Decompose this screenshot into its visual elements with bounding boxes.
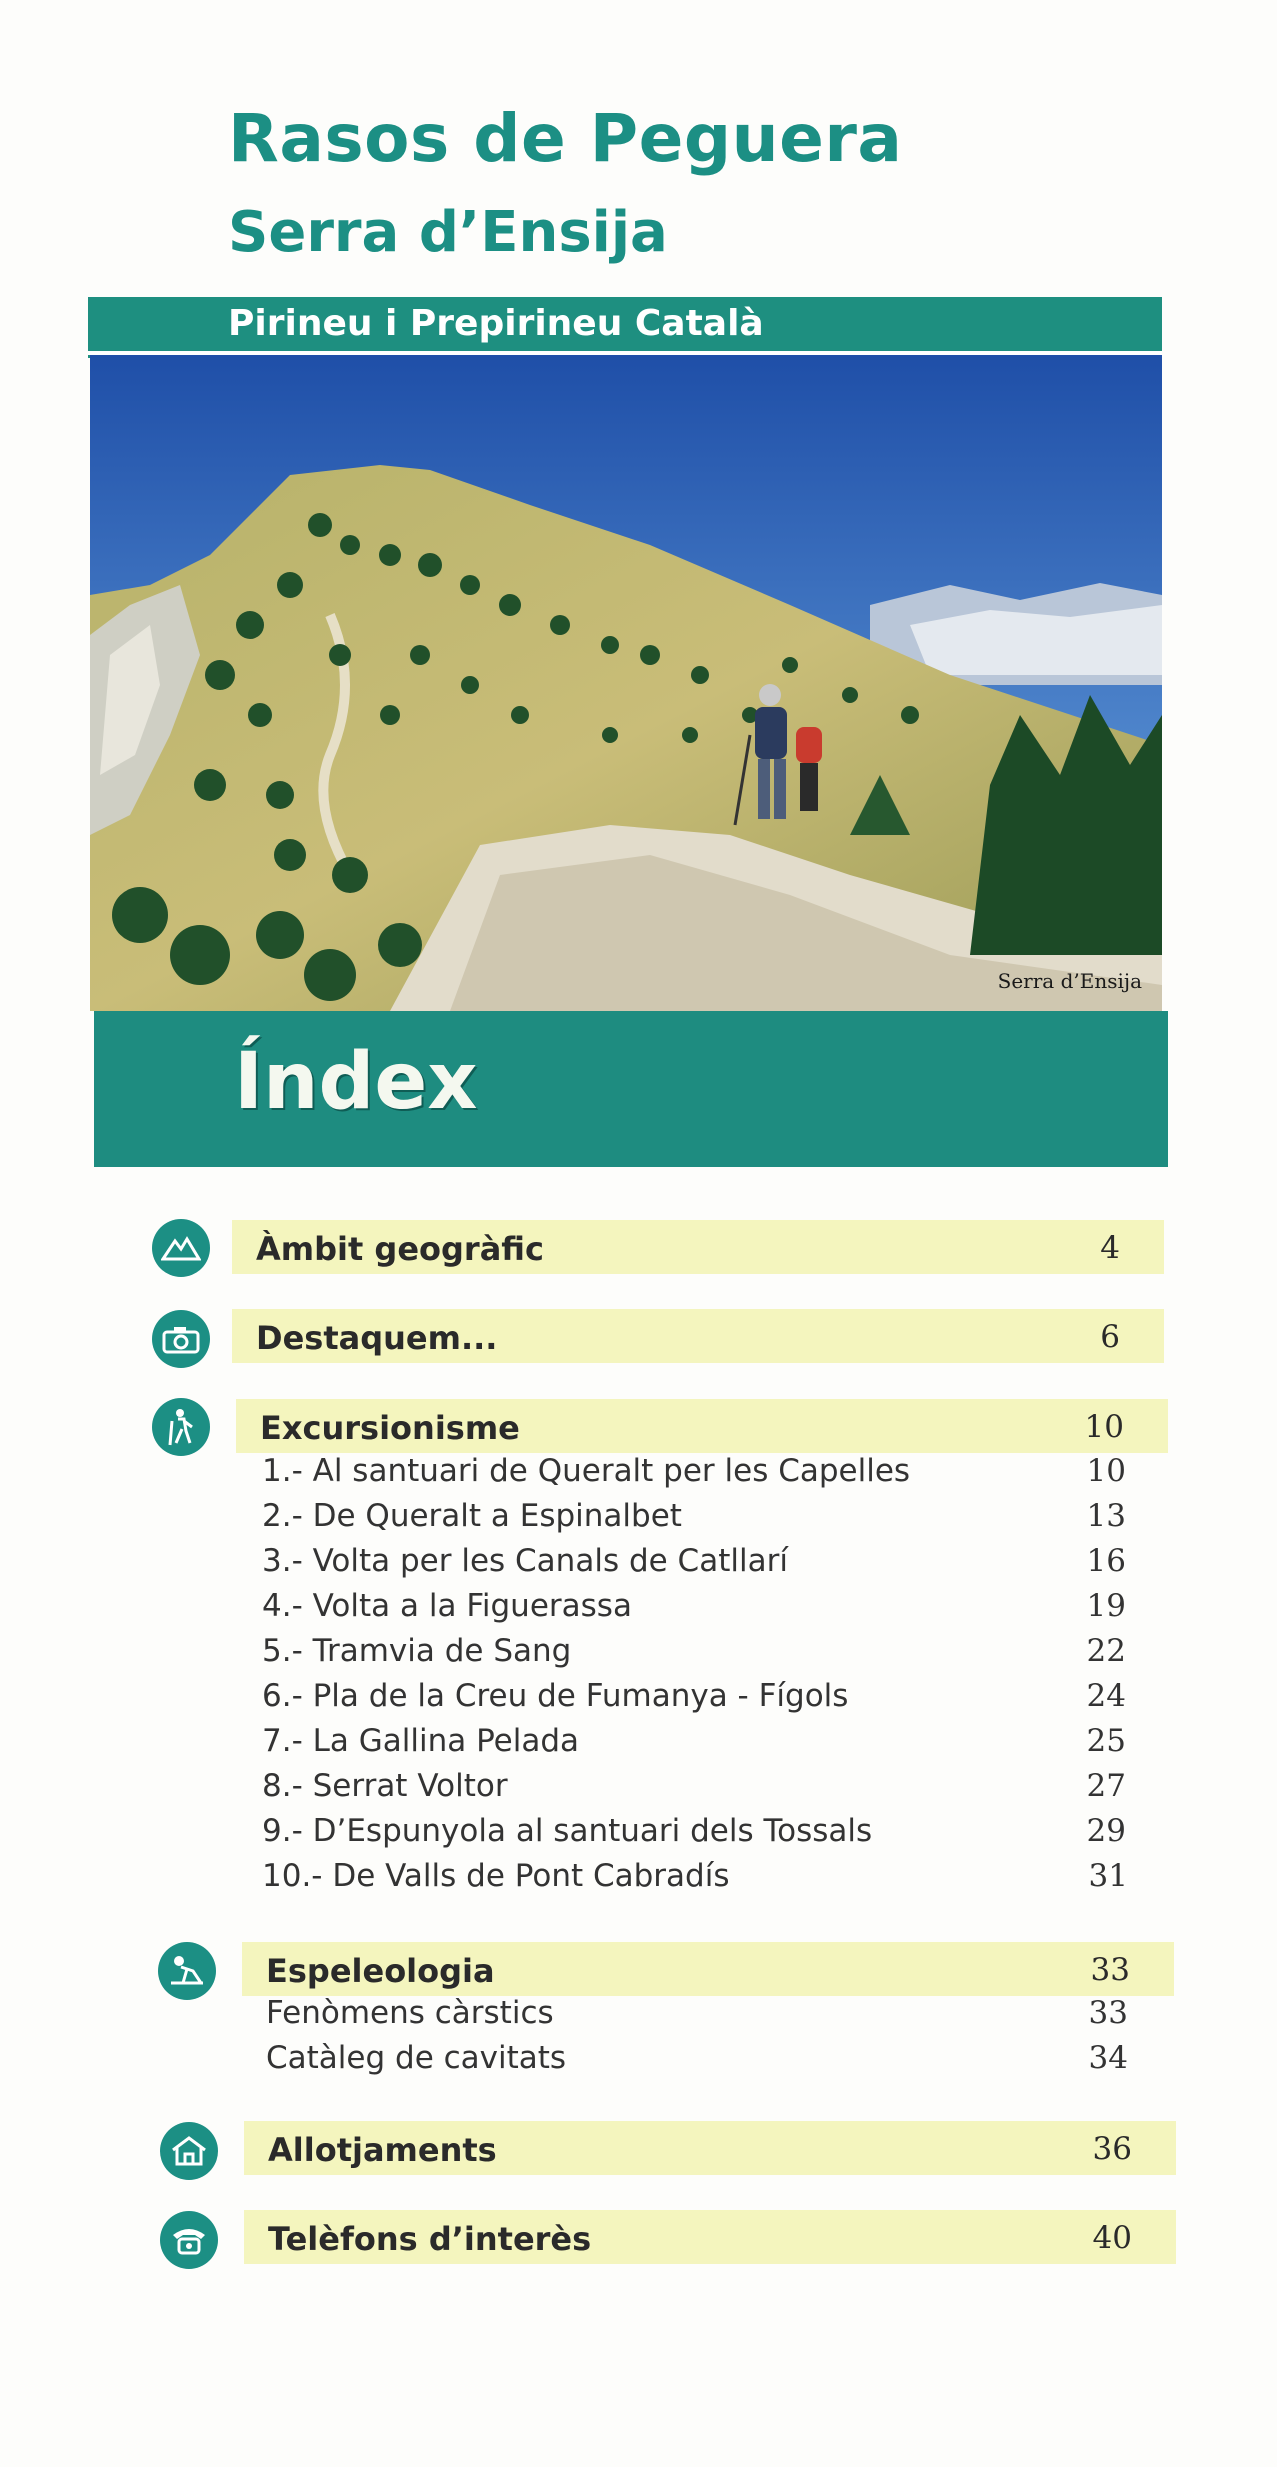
page-title: Rasos de Peguera — [228, 100, 903, 177]
toc-section-espeleologia[interactable] — [242, 1942, 1174, 1996]
caver-icon — [158, 1942, 216, 2000]
toc-page-number: 33 — [1090, 1952, 1130, 1988]
toc-section-label: Àmbit geogràfic — [256, 1230, 544, 1268]
mountain-photo-illustration — [90, 355, 1162, 1011]
toc-item[interactable]: 5.- Tramvia de Sang 22 — [262, 1633, 1126, 1669]
hiker-icon — [152, 1398, 210, 1456]
toc-item[interactable]: 10.- De Valls de Pont Cabradís 31 — [262, 1858, 1128, 1894]
telephone-icon — [160, 2211, 218, 2269]
toc-section-label: Excursionisme — [260, 1409, 520, 1447]
region-label: Pirineu i Prepirineu Català — [228, 303, 764, 344]
toc-section-label: Telèfons d’interès — [268, 2220, 592, 2258]
toc-section-label: Destaquem... — [256, 1319, 498, 1357]
house-icon — [160, 2122, 218, 2180]
toc-item[interactable]: 1.- Al santuari de Queralt per les Capelles 10 — [262, 1453, 1126, 1489]
toc-item[interactable]: 3.- Volta per les Canals de Catllarí 16 — [262, 1543, 1126, 1579]
toc-item[interactable]: Catàleg de cavitats 34 — [266, 2040, 1128, 2076]
toc-section-label: Espeleologia — [266, 1952, 495, 1990]
toc-item[interactable]: Fenòmens càrstics 33 — [266, 1995, 1128, 2031]
toc-page-number: 36 — [1092, 2131, 1132, 2167]
toc-section-telefons[interactable] — [244, 2210, 1176, 2264]
toc-section-destaquem[interactable] — [232, 1309, 1164, 1363]
toc-section-allotjaments[interactable] — [244, 2121, 1176, 2175]
photo-caption: Serra d’Ensija — [997, 969, 1142, 993]
camera-icon — [152, 1310, 210, 1368]
index-heading: Índex — [234, 1037, 478, 1127]
toc-section-label: Allotjaments — [268, 2131, 497, 2169]
toc-item[interactable]: 6.- Pla de la Creu de Fumanya - Fígols 24 — [262, 1678, 1126, 1714]
region-bar — [88, 297, 1162, 355]
toc-page-number: 4 — [1100, 1230, 1120, 1266]
toc-item[interactable]: 2.- De Queralt a Espinalbet 13 — [262, 1498, 1126, 1534]
toc-item[interactable]: 4.- Volta a la Figuerassa 19 — [262, 1588, 1126, 1624]
index-heading-band — [94, 1011, 1168, 1167]
toc-section-excursionisme[interactable] — [236, 1399, 1168, 1453]
mountain-icon — [152, 1219, 210, 1277]
page-subtitle: Serra d’Ensija — [228, 200, 668, 265]
toc-page-number: 40 — [1092, 2220, 1132, 2256]
toc-item[interactable]: 7.- La Gallina Pelada 25 — [262, 1723, 1126, 1759]
toc-page-number: 10 — [1084, 1409, 1124, 1445]
toc-item[interactable]: 9.- D’Espunyola al santuari dels Tossals 29 — [262, 1813, 1126, 1849]
toc-page-number: 6 — [1100, 1319, 1120, 1355]
toc-section-ambit[interactable] — [232, 1220, 1164, 1274]
toc-item[interactable]: 8.- Serrat Voltor 27 — [262, 1768, 1126, 1804]
landscape-photo — [90, 355, 1162, 1011]
